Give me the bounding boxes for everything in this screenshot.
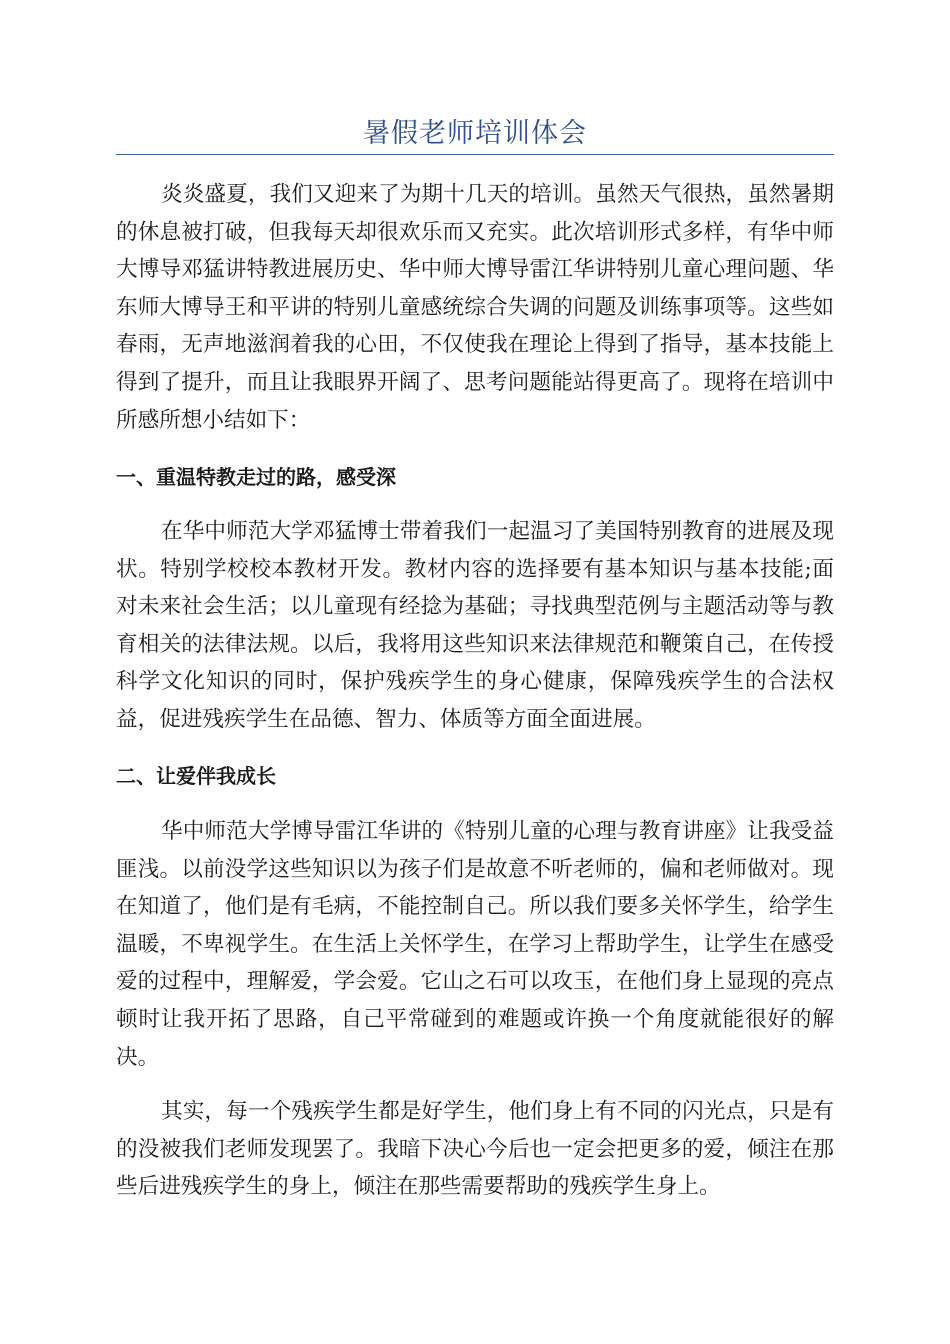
section-1-heading: 一、重温特教走过的路，感受深 <box>116 465 396 489</box>
section-2-heading: 二、让爱伴我成长 <box>116 764 276 788</box>
section-2-paragraph-2: 其实，每一个残疾学生都是好学生，他们身上有不同的闪光点，只是有的没被我们老师发现罢了。我暗下决心今后也一定会把更多的爱，倾注在那些后进残疾学生的身上，倾注在那些需要帮助的残疾学生身上。 <box>116 1099 834 1200</box>
section-1-paragraph: 在华中师范大学邓猛博士带着我们一起温习了美国特别教育的进展及现状。特别学校校本教材开发。教材内容的选择要有基本知识与基本技能;面对未来社会生活；以儿童现有经捻为基础；寻找典型范例与主题活动等与教育相关的法律法规。以后，我将用这些知识来法律规范和鞭策自己，在传授科学文化知识的同时，保护残疾学生的身心健康，保障残疾学生的合法权益，促进残疾学生在品德、智力、体质等方面全面进展。 <box>116 519 834 732</box>
section-2-paragraph-1: 华中师范大学博导雷江华讲的《特别儿童的心理与教育讲座》让我受益匪浅。以前没学这些知识以为孩子们是故意不听老师的，偏和老师做对。现在知道了，他们是有毛病，不能控制自己。所以我们要多关怀学生，给学生温暖，不卑视学生。在生活上关怀学生，在学习上帮助学生，让学生在感受爱的过程中，理解爱，学会爱。它山之石可以攻玉，在他们身上显现的亮点顿时让我开拓了思路，自己平常碰到的难题或许换一个角度就能很好的解决。 <box>116 819 834 1070</box>
title-underline <box>116 154 834 155</box>
document-title: 暑假老师培训体会 <box>363 118 587 149</box>
intro-paragraph: 炎炎盛夏，我们又迎来了为期十几天的培训。虽然天气很热，虽然暑期的休息被打破，但我每天却很欢乐而又充实。此次培训形式多样，有华中师大博导邓猛讲特教进展历史、华中师大博导雷江华讲特别儿童心理问题、华东师大博导王和平讲的特别儿童感统综合失调的问题及训练事项等。这些如春雨，无声地滋润着我的心田，不仅使我在理论上得到了指导，基本技能上得到了提升，而且让我眼界开阔了、思考问题能站得更高了。现将在培训中所感所想小结如下： <box>116 182 834 433</box>
